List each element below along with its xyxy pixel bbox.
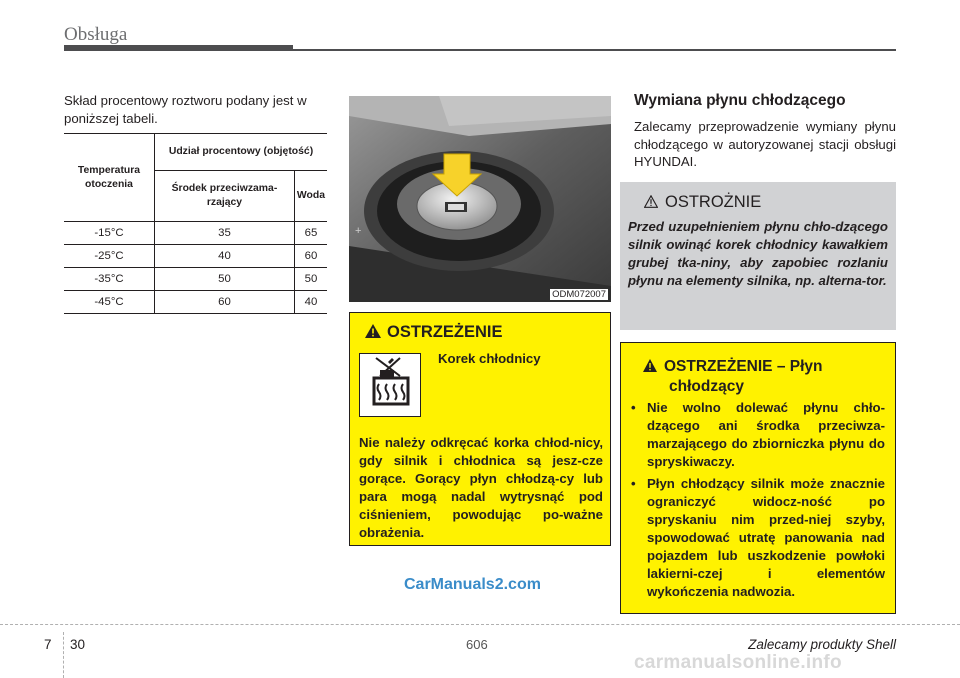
intro-paragraph: Skład procentowy roztworu podany jest w poniższej tabeli.: [64, 93, 307, 126]
coolant-mix-table: [64, 133, 327, 314]
caution-title: [644, 193, 761, 212]
caution-text: Przed uzupełnieniem płynu chło-dzącego silnik owinąć korek chłodnicy kawałkiem grubej tka-niny, aby zapobiec rozlaniu płynu na elementy silnika, np. alterna-tor.: [628, 219, 888, 288]
svg-text:+: +: [355, 225, 362, 237]
footer-slogan: Zalecamy produkty Shell: [748, 637, 896, 652]
radiator-cap-illustration: [349, 96, 611, 302]
table-row: [64, 291, 327, 314]
cell-water: 65: [294, 222, 327, 245]
table-row: [64, 268, 327, 291]
header-antifreeze: Środek przeciwzama-rzający: [155, 171, 295, 222]
figure-code: ODM072007: [552, 289, 606, 300]
warning-triangle-icon: [643, 359, 657, 372]
footer-sheet-number: 606: [466, 637, 488, 652]
header-rule: [293, 49, 896, 51]
warning-coolant-title-line2: chłodzący: [669, 378, 744, 395]
caution-box: [620, 182, 896, 330]
header-water: Woda: [294, 171, 327, 222]
warning-title-text: OSTRZEŻENIE: [387, 323, 503, 341]
page-section-title: Obsługa: [64, 24, 128, 45]
warning-box-coolant: [620, 342, 896, 614]
cell-temp: -35°C: [64, 268, 155, 291]
caution-triangle-icon: [644, 195, 658, 208]
list-item: • Nie wolno dolewać płynu chło-dzącego ani środka przeciwza-marzającego do zbiorniczka płynu do spryskiwaczy.: [631, 399, 885, 471]
cell-water: 60: [294, 245, 327, 268]
warning-triangle-icon: [365, 324, 381, 338]
cell-water: 40: [294, 291, 327, 314]
warning-coolant-list: [631, 399, 885, 601]
cell-antifreeze: 50: [155, 268, 295, 291]
table-row: [64, 222, 327, 245]
table-row: [64, 245, 327, 268]
footer-site-watermark[interactable]: carmanualsonline.info: [634, 652, 842, 673]
footer-vertical-divider: [63, 632, 64, 678]
watermark-link[interactable]: CarManuals2.com: [404, 576, 541, 593]
warning-box-radiator-cap: [349, 312, 611, 546]
footer-page-number: 30: [70, 637, 86, 652]
warning-text: Nie należy odkręcać korka chłod-nicy, gdy silnik i chłodnica są jesz-cze gorące. Gorący płyn chłodzą-cy lub para mogą nadal wytrysnąć pod ciśnieniem, powodując po-ważne obrażenia.: [359, 435, 603, 540]
cell-antifreeze: 35: [155, 222, 295, 245]
caution-title-text: OSTROŻNIE: [665, 193, 762, 211]
cell-temp: -15°C: [64, 222, 155, 245]
section-heading: Wymiana płynu chłodzącego: [634, 92, 846, 109]
warning-coolant-title: [643, 357, 822, 397]
header-bar: [64, 45, 293, 51]
warning-title: [365, 323, 503, 342]
radiator-hot-warning-icon: [359, 353, 421, 417]
header-temperature: Temperatura otoczenia: [64, 134, 155, 222]
list-item: • Płyn chłodzący silnik może znacznie ograniczyć widocz-ność po spryskaniu nim przed-niej szyby, spowodować utratę panowania nad pojazdem lub uszkodzenie powłoki lakierni-czej i elementów wykończenia nadwozia.: [631, 475, 885, 601]
cell-water: 50: [294, 268, 327, 291]
section-paragraph: Zalecamy przeprowadzenie wymiany płynu chłodzącego w autoryzowanej stacji obsługi HYUNDAI.: [634, 119, 896, 169]
warning-coolant-title-line1: OSTRZEŻENIE – Płyn: [664, 358, 823, 375]
cell-antifreeze: 60: [155, 291, 295, 314]
header-volume-share: Udział procentowy (objętość): [155, 134, 328, 171]
cell-temp: -25°C: [64, 245, 155, 268]
warning-subtitle: Korek chłodnicy: [438, 351, 541, 366]
footer-divider: [0, 624, 960, 625]
footer-chapter-number: 7: [44, 637, 52, 652]
radiator-cap-photo: [349, 96, 611, 302]
cell-temp: -45°C: [64, 291, 155, 314]
cell-antifreeze: 40: [155, 245, 295, 268]
